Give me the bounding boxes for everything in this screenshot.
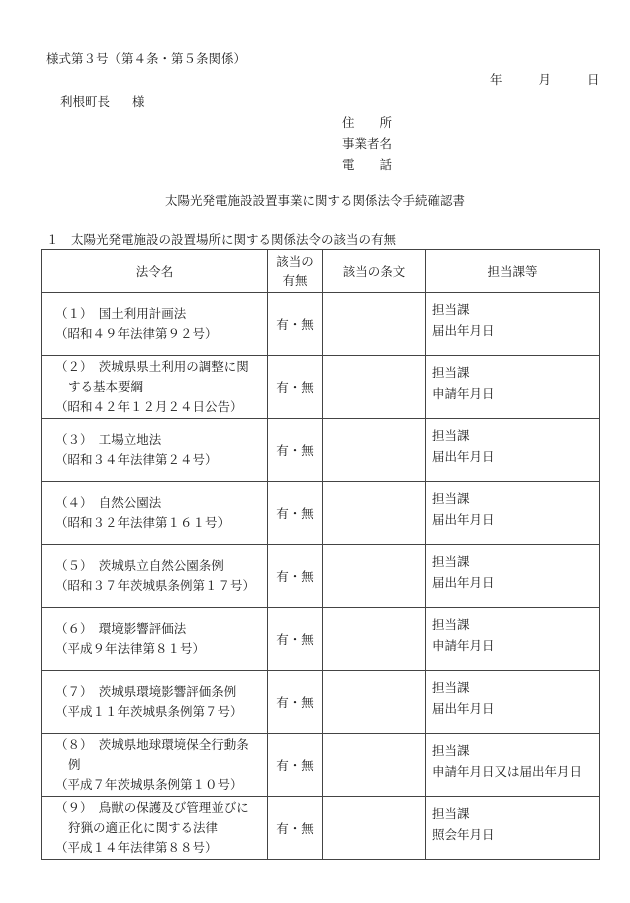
applicability-cell: 有・無	[268, 419, 323, 482]
department-cell	[426, 356, 600, 419]
law-name-cell	[42, 545, 268, 608]
article-cell	[323, 356, 426, 419]
addressee-honorific: 様	[132, 94, 145, 109]
date-label: 申請年月日	[432, 638, 495, 653]
law-table	[41, 249, 600, 860]
article-cell	[323, 482, 426, 545]
law-name-line: （３） 工場立地法	[55, 432, 162, 447]
table-row	[42, 608, 600, 671]
addressee	[60, 92, 145, 110]
law-basis: （昭和３４年法律第２４号）	[55, 452, 218, 467]
date-label: 届出年月日	[432, 575, 495, 590]
article-cell	[323, 797, 426, 860]
law-basis: （昭和３７年茨城県条例第１７号）	[55, 578, 256, 593]
law-name-cell	[42, 797, 268, 860]
law-name-line: 例	[68, 757, 81, 772]
date-label: 届出年月日	[432, 449, 495, 464]
law-basis: （平成１１年茨城県条例第７号）	[55, 704, 243, 719]
applicability-cell: 有・無	[268, 734, 323, 797]
department-cell	[426, 419, 600, 482]
header-law-name: 法令名	[42, 250, 268, 293]
law-basis: （平成１４年法律第８８号）	[55, 840, 218, 855]
department-label: 担当課	[432, 680, 470, 695]
article-cell	[323, 671, 426, 734]
department-label: 担当課	[432, 806, 470, 821]
applicability-cell: 有・無	[268, 671, 323, 734]
law-name-line: （４） 自然公園法	[55, 495, 162, 510]
header-applicability-line: 有無	[282, 273, 308, 288]
law-name-cell	[42, 608, 268, 671]
law-name-cell	[42, 734, 268, 797]
department-label: 担当課	[432, 554, 470, 569]
article-cell	[323, 293, 426, 356]
applicant-phone-label: 電 話	[342, 157, 393, 172]
law-name-cell	[42, 482, 268, 545]
date-month: 月	[538, 72, 552, 87]
department-cell	[426, 293, 600, 356]
article-cell	[323, 419, 426, 482]
applicability-cell: 有・無	[268, 356, 323, 419]
law-basis: （昭和４９年法律第９２号）	[55, 326, 218, 341]
applicability-cell: 有・無	[268, 608, 323, 671]
law-name-line: （１） 国土利用計画法	[55, 306, 187, 321]
law-name-line: （２） 茨城県県土利用の調整に関	[55, 359, 249, 374]
law-name-line: （９） 鳥獣の保護及び管理並びに	[55, 800, 249, 815]
department-cell	[426, 671, 600, 734]
date-label: 届出年月日	[432, 701, 495, 716]
law-name-line: 狩猟の適正化に関する法律	[68, 820, 219, 835]
table-row	[42, 797, 600, 860]
header-applicability-line: 該当の	[276, 254, 314, 269]
law-name-cell	[42, 356, 268, 419]
table-row	[42, 734, 600, 797]
applicant-address-label: 住 所	[342, 115, 393, 130]
law-name-line: （７） 茨城県環境影響評価条例	[55, 684, 237, 699]
law-name-line: （８） 茨城県地球環境保全行動条	[55, 737, 249, 752]
date-year: 年	[490, 72, 503, 87]
table-header-row	[42, 250, 600, 293]
law-name-cell	[42, 419, 268, 482]
addressee-name: 利根町長	[60, 94, 111, 109]
table-row	[42, 293, 600, 356]
date-label: 照会年月日	[432, 827, 495, 842]
date-line	[490, 70, 600, 88]
law-name-cell	[42, 671, 268, 734]
law-name-line: する基本要綱	[68, 379, 144, 394]
date-label: 申請年月日	[432, 386, 495, 401]
law-name-line: （５） 茨城県立自然公園条例	[55, 558, 224, 573]
table-row	[42, 482, 600, 545]
applicant-fields	[342, 112, 392, 175]
department-cell	[426, 545, 600, 608]
form-number: 様式第３号（第４条・第５条関係）	[46, 51, 247, 66]
table-row	[42, 419, 600, 482]
header-applicability	[268, 250, 323, 293]
department-label: 担当課	[432, 743, 470, 758]
date-label: 届出年月日	[432, 512, 495, 527]
law-basis: （平成７年茨城県条例第１０号）	[55, 777, 243, 792]
department-cell	[426, 734, 600, 797]
law-name-line: （６） 環境影響評価法	[55, 621, 187, 636]
document-title: 太陽光発電施設設置事業に関する関係法令手続確認書	[164, 193, 465, 208]
date-label: 申請年月日又は届出年月日	[432, 764, 583, 779]
law-name-cell	[42, 293, 268, 356]
table-row	[42, 671, 600, 734]
department-label: 担当課	[432, 428, 470, 443]
applicability-cell: 有・無	[268, 293, 323, 356]
law-basis: （昭和３２年法律第１６１号）	[55, 515, 231, 530]
applicability-cell: 有・無	[268, 545, 323, 608]
applicability-cell: 有・無	[268, 482, 323, 545]
law-basis: （昭和４２年１２月２４日公告）	[55, 399, 243, 414]
applicability-cell: 有・無	[268, 797, 323, 860]
department-cell	[426, 608, 600, 671]
header-article: 該当の条文	[323, 250, 426, 293]
applicant-business-name-label: 事業者名	[342, 136, 393, 151]
date-day: 日	[587, 72, 600, 87]
section-heading: １ 太陽光発電施設の設置場所に関する関係法令の該当の有無	[46, 232, 397, 247]
department-cell	[426, 482, 600, 545]
date-label: 届出年月日	[432, 323, 495, 338]
table-row	[42, 356, 600, 419]
department-label: 担当課	[432, 302, 470, 317]
header-department: 担当課等	[426, 250, 600, 293]
law-basis: （平成９年法律第８１号）	[55, 641, 206, 656]
article-cell	[323, 608, 426, 671]
table-row	[42, 545, 600, 608]
department-label: 担当課	[432, 365, 470, 380]
article-cell	[323, 734, 426, 797]
article-cell	[323, 545, 426, 608]
department-label: 担当課	[432, 491, 470, 506]
department-cell	[426, 797, 600, 860]
department-label: 担当課	[432, 617, 470, 632]
